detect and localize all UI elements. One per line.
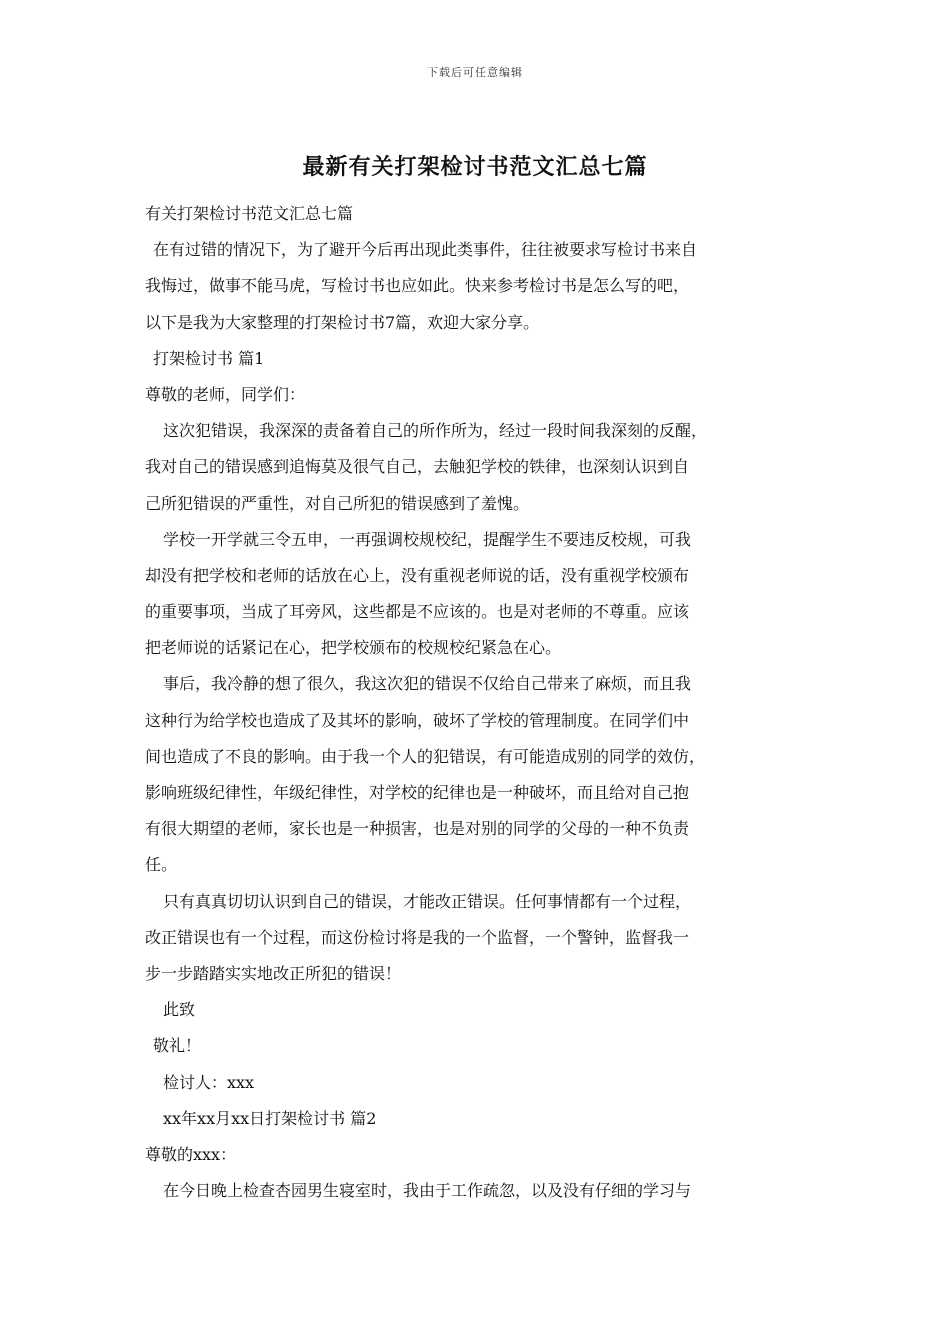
text-line: 这次犯错误，我深深的责备着自己的所作所为，经过一段时间我深刻的反醒， xyxy=(163,421,708,441)
text-line: 这种行为给学校也造成了及其坏的影响，破坏了学校的管理制度。在同学们中 xyxy=(145,710,690,730)
text-line: 的重要事项，当成了耳旁风，这些都是不应该的。也是对老师的不尊重。应该 xyxy=(145,602,690,622)
text-line: 以下是我为大家整理的打架检讨书7篇，欢迎大家分享。 xyxy=(145,312,540,332)
text-line: 把老师说的话紧记在心，把学校颁布的校规校纪紧急在心。 xyxy=(145,638,562,658)
text-line: 打架检讨书 篇1 xyxy=(153,348,265,368)
text-line: 有关打架检讨书范文汇总七篇 xyxy=(145,204,354,223)
text-line: 影响班级纪律性，年级纪律性，对学校的纪律也是一种破坏，而且给对自己抱 xyxy=(145,783,690,802)
document-body xyxy=(145,196,817,1209)
text-line: 敬礼！ xyxy=(153,1036,202,1056)
text-line: 学校一开学就三令五申，一再强调校规校纪，提醒学生不要违反校规，可我 xyxy=(163,529,692,549)
text-line: 己所犯错误的严重性，对自己所犯的错误感到了羞愧。 xyxy=(145,493,530,513)
text-line: xx年xx月xx日打架检讨书 篇2 xyxy=(163,1108,377,1128)
text-line: 改正错误也有一个过程，而这份检讨将是我的一个监督，一个警钟，监督我一 xyxy=(145,927,690,947)
text-line: 我对自己的错误感到追悔莫及很气自己，去触犯学校的铁律，也深刻认识到自 xyxy=(145,457,690,477)
text-line: 步一步踏踏实实地改正所犯的错误！ xyxy=(145,963,402,983)
text-line: 在今日晚上检查杏园男生寝室时，我由于工作疏忽，以及没有仔细的学习与 xyxy=(163,1181,692,1201)
text-line: 有很大期望的老师，家长也是一种损害，也是对别的同学的父母的一种不负责 xyxy=(145,819,690,839)
text-line: 间也造成了不良的影响。由于我一个人的犯错误，有可能造成别的同学的效仿， xyxy=(145,746,706,766)
text-line: 尊敬的老师，同学们： xyxy=(145,384,306,404)
text-line: 尊敬的xxx： xyxy=(145,1144,237,1164)
text-line: 只有真真切切认识到自己的错误，才能改正错误。任何事情都有一个过程， xyxy=(163,891,692,911)
text-line: 我悔过，做事不能马虎，写检讨书也应如此。快来参考检讨书是怎么写的吧， xyxy=(145,276,690,296)
text-line: 事后，我冷静的想了很久，我这次犯的错误不仅给自己带来了麻烦，而且我 xyxy=(163,674,692,694)
header-note: 下载后可任意编辑 xyxy=(427,66,523,79)
text-line: 检讨人：xxx xyxy=(163,1072,255,1092)
text-line: 在有过错的情况下，为了避开今后再出现此类事件，往往被要求写检讨书来自 xyxy=(153,240,698,260)
text-line: 却没有把学校和老师的话放在心上，没有重视老师说的话，没有重视学校颁布 xyxy=(145,565,690,585)
document-title: 最新有关打架检讨书范文汇总七篇 xyxy=(302,154,648,180)
text-line: 任。 xyxy=(145,855,178,875)
text-line: 此致 xyxy=(163,1000,196,1020)
